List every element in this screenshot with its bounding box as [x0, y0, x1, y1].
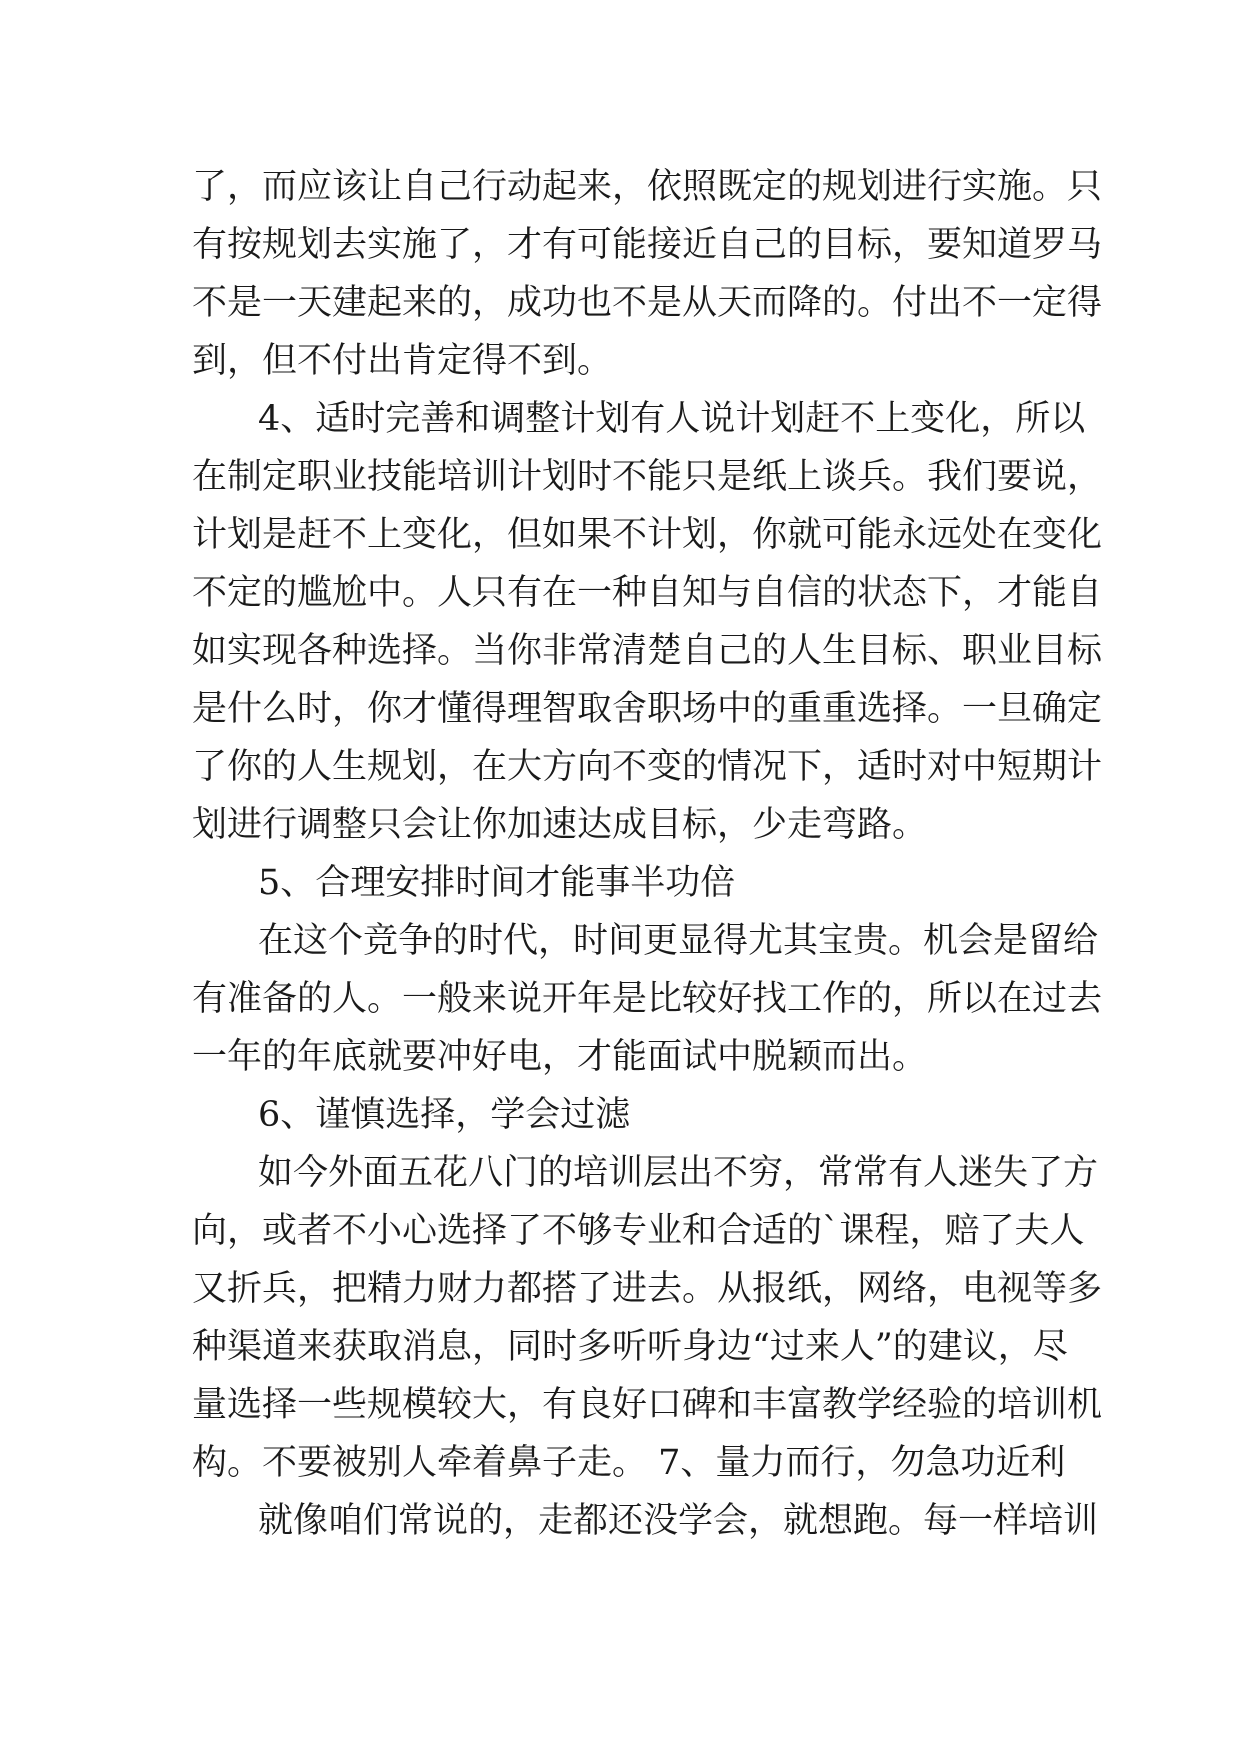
text-line: 了，而应该让自己行动起来，依照既定的规划进行实施。只	[192, 167, 1103, 207]
text-line: 不是一天建起来的，成功也不是从天而降的。付出不一定得	[192, 283, 1103, 323]
text-line: 是什么时，你才懂得理智取舍职场中的重重选择。一旦确定	[192, 689, 1103, 729]
text-line: 如今外面五花八门的培训层出不穷，常常有人迷失了方	[258, 1153, 1099, 1193]
text-line: 如实现各种选择。当你非常清楚自己的人生目标、职业目标	[192, 631, 1103, 671]
text-line: 了你的人生规划，在大方向不变的情况下，适时对中短期计	[192, 747, 1103, 787]
text-line: 在这个竞争的时代，时间更显得尤其宝贵。机会是留给	[258, 921, 1099, 961]
text-line: 划进行调整只会让你加速达成目标，少走弯路。	[192, 805, 928, 845]
text-line: 计划是赶不上变化，但如果不计划，你就可能永远处在变化	[192, 515, 1103, 555]
text-line: 有准备的人。一般来说开年是比较好找工作的，所以在过去	[192, 979, 1103, 1019]
text-line: 4、适时完善和调整计划有人说计划赶不上变化，所以	[258, 399, 1086, 439]
body-text	[192, 158, 1103, 1550]
text-line: 向，或者不小心选择了不够专业和合适的`课程，赔了夫人	[192, 1211, 1085, 1251]
text-line: 6、谨慎选择，学会过滤	[258, 1095, 631, 1135]
text-line: 一年的年底就要冲好电，才能面试中脱颖而出。	[192, 1037, 928, 1077]
text-line: 就像咱们常说的，走都还没学会，就想跑。每一样培训	[258, 1501, 1099, 1541]
text-line: 构。不要被别人牵着鼻子走。 7、量力而行，勿急功近利	[192, 1443, 1066, 1483]
text-line: 5、合理安排时间才能事半功倍	[258, 863, 736, 903]
text-line: 又折兵，把精力财力都搭了进去。从报纸，网络，电视等多	[192, 1269, 1103, 1309]
text-line: 在制定职业技能培训计划时不能只是纸上谈兵。我们要说，	[192, 457, 1103, 497]
text-line: 量选择一些规模较大，有良好口碑和丰富教学经验的培训机	[192, 1385, 1103, 1425]
text-line: 有按规划去实施了，才有可能接近自己的目标，要知道罗马	[192, 225, 1103, 265]
text-line: 到，但不付出肯定得不到。	[192, 341, 613, 381]
text-line: 种渠道来获取消息，同时多听听身边“过来人”的建议，尽	[192, 1327, 1068, 1367]
text-line: 不定的尴尬中。人只有在一种自知与自信的状态下，才能自	[192, 573, 1103, 613]
